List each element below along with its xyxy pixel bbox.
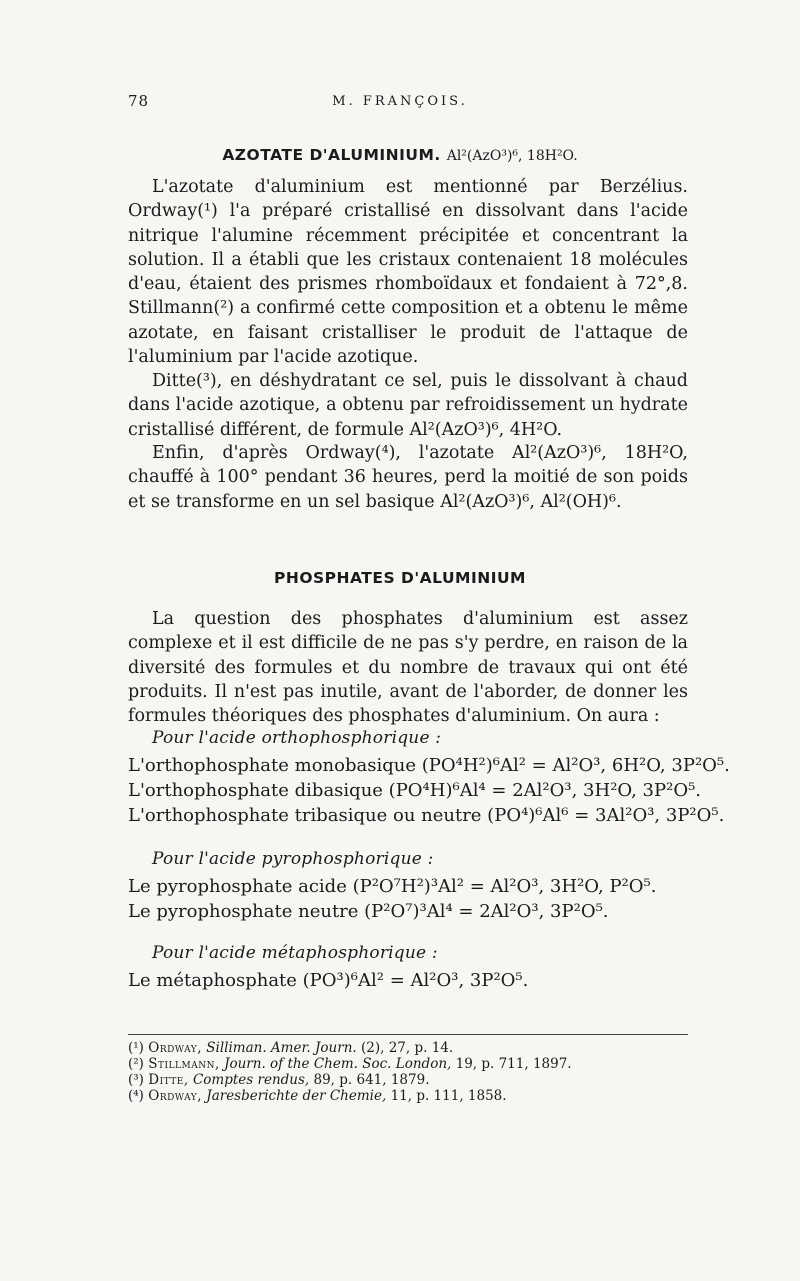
paragraph: L'azotate d'aluminium est mentionné par Berzélius. Ordway(¹) l'a préparé cristallisé en dissolvant dans l'acide nitrique l'alumine récemment précipitée et concentrant la solution. Il a établi que les cristaux contenaient 18 molécules d'eau, étaient des prismes rhomboïdaux et fondaient à 72°,8. Stillmann(²) a confirmé cette composition et a obtenu le même azotate, en faisant cristalliser le produit de l'attaque de l'aluminium par l'acide azotique. <box>128 177 688 368</box>
footnote-ref: (2), 27, p. 14. <box>361 1040 454 1056</box>
footnote-mark: (⁴) <box>128 1088 144 1104</box>
footnote <box>128 1040 728 1056</box>
footnote-rule <box>128 1034 688 1035</box>
subheading-ortho: Pour l'acide orthophosphorique : <box>152 728 442 748</box>
section-title: PHOSPHATES D'ALUMINIUM <box>274 569 526 587</box>
footnotes <box>128 1040 728 1104</box>
running-head: M. FRANÇOIS. <box>332 94 468 109</box>
formula-line: L'orthophosphate tribasique ou neutre (PO⁴)⁶Al⁶ = 3Al²O³, 3P²O⁵. <box>128 805 725 826</box>
section-title: AZOTATE D'ALUMINIUM. <box>222 146 441 164</box>
footnote <box>128 1072 728 1088</box>
subheading-meta: Pour l'acide métaphosphorique : <box>152 943 438 963</box>
formula-line: L'orthophosphate monobasique (PO⁴H²)⁶Al² = Al²O³, 6H²O, 3P²O⁵. <box>128 755 730 776</box>
subheading-pyro: Pour l'acide pyrophosphorique : <box>152 849 434 869</box>
formula-line: Le pyrophosphate acide (P²O⁷H²)³Al² = Al²O³, 3H²O, P²O⁵. <box>128 876 657 897</box>
section-heading-azotate <box>128 146 672 164</box>
footnote-mark: (¹) <box>128 1040 144 1056</box>
section-formula: Al²(AzO³)⁶, 18H²O. <box>446 148 578 164</box>
formula-line: L'orthophosphate dibasique (PO⁴H)⁶Al⁴ = 2Al²O³, 3H²O, 3P²O⁵. <box>128 780 702 801</box>
footnote-source: Comptes rendus, <box>192 1072 310 1088</box>
footnote-author: Ordway, <box>148 1040 202 1056</box>
paragraph: Enfin, d'après Ordway(⁴), l'azotate Al²(AzO³)⁶, 18H²O, chauffé à 100° pendant 36 heures, perd la moitié de son poids et se transforme en un sel basique Al²(AzO³)⁶, Al²(OH)⁶. <box>128 443 688 512</box>
formula-line: Le métaphosphate (PO³)⁶Al² = Al²O³, 3P²O⁵. <box>128 970 529 991</box>
paragraph: Ditte(³), en déshydratant ce sel, puis le dissolvant à chaud dans l'acide azotique, a obtenu par refroidissement un hydrate cristallisé différent, de formule Al²(AzO³)⁶, 4H²O. <box>128 371 688 440</box>
formula-line: Le pyrophosphate neutre (P²O⁷)³Al⁴ = 2Al²O³, 3P²O⁵. <box>128 901 609 922</box>
footnote-author: Ordway, <box>148 1088 202 1104</box>
footnote-source: Journ. of the Chem. Soc. London, <box>224 1056 452 1072</box>
footnote-ref: 19, p. 711, 1897. <box>455 1056 572 1072</box>
footnote <box>128 1088 728 1104</box>
footnote-mark: (²) <box>128 1056 144 1072</box>
footnote-author: Ditte, <box>148 1072 189 1088</box>
footnote-ref: 89, p. 641, 1879. <box>313 1072 430 1088</box>
paragraph: La question des phosphates d'aluminium est assez complexe et il est difficile de ne pas s'y perdre, en raison de la diversité des formules et du nombre de travaux qui ont été produits. Il n'est pas inutile, avant de l'aborder, de donner les formules théoriques des phosphates d'aluminium. On aura : <box>128 609 688 727</box>
page-number: 78 <box>128 92 150 110</box>
footnote-source: Silliman. Amer. Journ. <box>206 1040 357 1056</box>
footnote-author: Stillmann, <box>148 1056 220 1072</box>
footnote-ref: 11, p. 111, 1858. <box>390 1088 507 1104</box>
footnote <box>128 1056 728 1072</box>
section-heading-phosphates <box>128 569 672 587</box>
footnote-mark: (³) <box>128 1072 144 1088</box>
footnote-source: Jaresberichte der Chemie, <box>206 1088 387 1104</box>
page-header <box>128 92 672 112</box>
